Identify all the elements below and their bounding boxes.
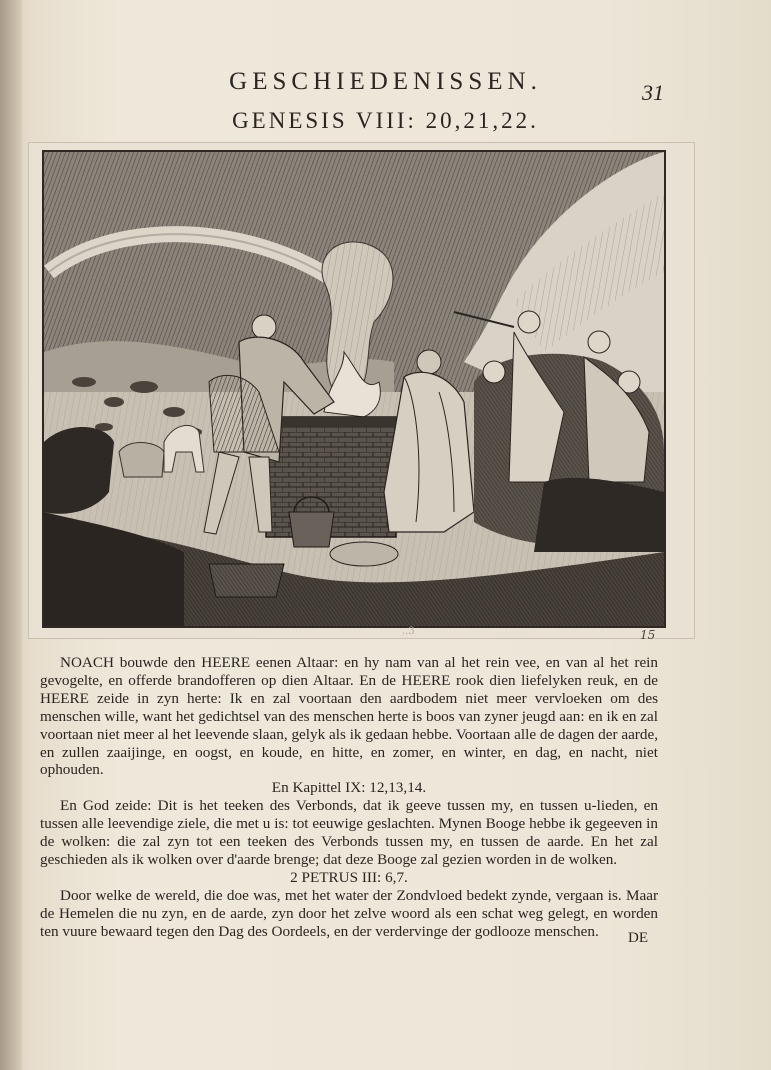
plate-caption: GENESIS VIII: 20,21,22. bbox=[232, 108, 539, 133]
basket bbox=[209, 564, 284, 597]
plate-number: 15 bbox=[640, 628, 656, 642]
plate-ghost-mark: ..3 bbox=[402, 626, 415, 637]
scripture-text bbox=[40, 654, 658, 941]
running-head: GESCHIEDENISSEN. bbox=[229, 68, 542, 95]
engraving-illustration bbox=[42, 150, 666, 628]
page-gutter bbox=[0, 0, 22, 1070]
page-number: 31 bbox=[642, 80, 664, 105]
heading-kapittel-9: En Kapittel IX: 12,13,14. bbox=[271, 779, 427, 797]
passage-petrus: Door welke de wereld, die doe was, met het water der Zondvloed bedekt zynde, vergaan is. Maar de Hemelen die nu zyn, en de aarde, zyn door het zelve woord als een schat weg gelegt, en worden ten vuure bewaard tegen den Dag des Oordeels, en der verdervinge der godlooze menschen. bbox=[40, 886, 658, 940]
passage-genesis-9: En God zeide: Dit is het teeken des Verbonds, dat ik geeve tussen my, en tussen u-lieden, en tussen alle leevendige ziele, die met u is: tot eeuwige geslachten. Mynen Booge hebbe ik gegeeven in de wolken: die zal zyn tot een teeken des Verbonds tussen my, en tussen de aarde. En het zal geschieden als ik wolken over d'aarde brenge; dat deze Booge zal gezien worden in de wolken. bbox=[40, 797, 658, 868]
platter bbox=[330, 542, 398, 566]
goat bbox=[119, 443, 164, 477]
heading-petrus: 2 PETRUS III: 6,7. bbox=[290, 868, 408, 886]
passage-genesis-8: NOACH bouwde den HEERE eenen Altaar: en hy nam van al het rein vee, en van al het rein gevogelte, en offerde brandofferen op dien Altaar. En de HEERE rook dien liefelyken reuk, en de HEERE zeide in zyn herte: Ik en zal voortaan den aardbodem niet meer vervloeken om des menschen wille, want het gedichtsel van des menschen herte is boos van zyner jeugd aan: en ik en zal voortaan niet meer al het leevende slaan, gelyk als ik gedaan hebbe. Voortaan alle de dagen der aarde, en zullen zaaijinge, en oogst, en koude, en hitte, en zomer, en winter, en dag, en nacht, niet ophouden. bbox=[40, 654, 658, 779]
catchword: DE bbox=[628, 930, 648, 946]
